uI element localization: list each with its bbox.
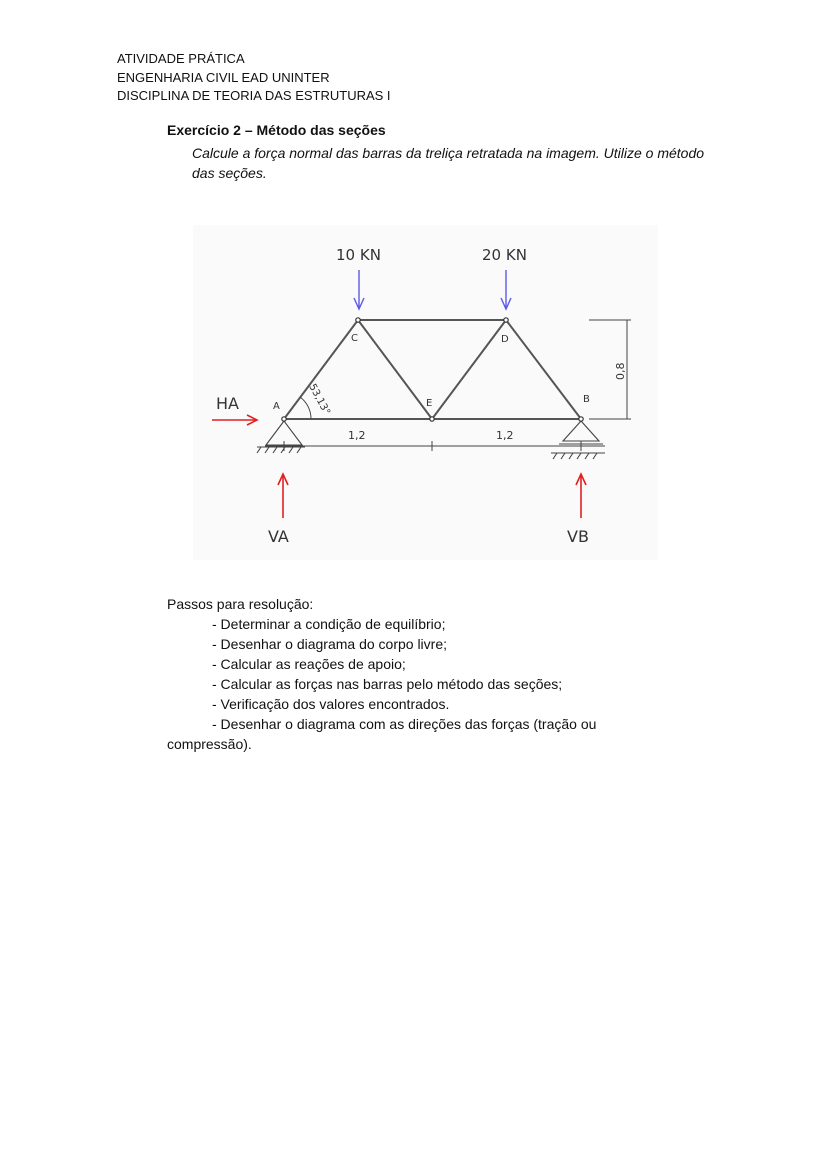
step-item: - Calcular as reações de apoio;: [212, 656, 406, 672]
truss-figure: [193, 225, 658, 560]
exercise-instruction: Calcule a força normal das barras da treliça retratada na imagem. Utilize o método das seções.: [192, 145, 705, 181]
step-item-last: - Desenhar o diagrama com as direções das forças (tração ou compressão).: [167, 716, 597, 752]
page-header: [117, 50, 391, 106]
reaction-label-va: VA: [268, 527, 289, 546]
node-label-a: A: [273, 401, 280, 412]
node-label-d: D: [501, 334, 509, 345]
resolution-steps: [167, 594, 667, 754]
figure-background: [193, 225, 658, 560]
step-item: - Calcular as forças nas barras pelo método das seções;: [212, 676, 563, 692]
reaction-label-vb: VB: [567, 527, 589, 546]
angle-label: 53,13°: [306, 382, 332, 418]
header-line-activity: ATIVIDADE PRÁTICA: [117, 51, 245, 66]
exercise-title: Exercício 2 – Método das seções: [167, 122, 386, 138]
node-label-b: B: [583, 394, 590, 405]
node-label-e: E: [426, 398, 433, 409]
joint-d: [504, 318, 508, 322]
header-line-course: ENGENHARIA CIVIL EAD UNINTER: [117, 69, 330, 85]
joint-e: [430, 417, 434, 421]
node-label-c: C: [351, 333, 358, 344]
span-label-eb: 1,2: [496, 429, 514, 442]
header-line-discipline: DISCIPLINA DE TEORIA DAS ESTRUTURAS I: [117, 88, 391, 103]
height-label: 0,8: [614, 362, 627, 380]
span-label-ae: 1,2: [348, 429, 366, 442]
steps-heading: Passos para resolução:: [167, 596, 314, 612]
load-label-d: 20 KN: [482, 246, 527, 264]
step-item: - Desenhar o diagrama do corpo livre;: [212, 636, 448, 652]
joint-c: [356, 318, 360, 322]
load-label-c: 10 KN: [336, 246, 381, 264]
truss-diagram: [193, 225, 658, 560]
reaction-label-ha: HA: [216, 394, 239, 413]
step-item: - Verificação dos valores encontrados.: [212, 696, 450, 712]
step-item: - Determinar a condição de equilíbrio;: [212, 616, 446, 632]
